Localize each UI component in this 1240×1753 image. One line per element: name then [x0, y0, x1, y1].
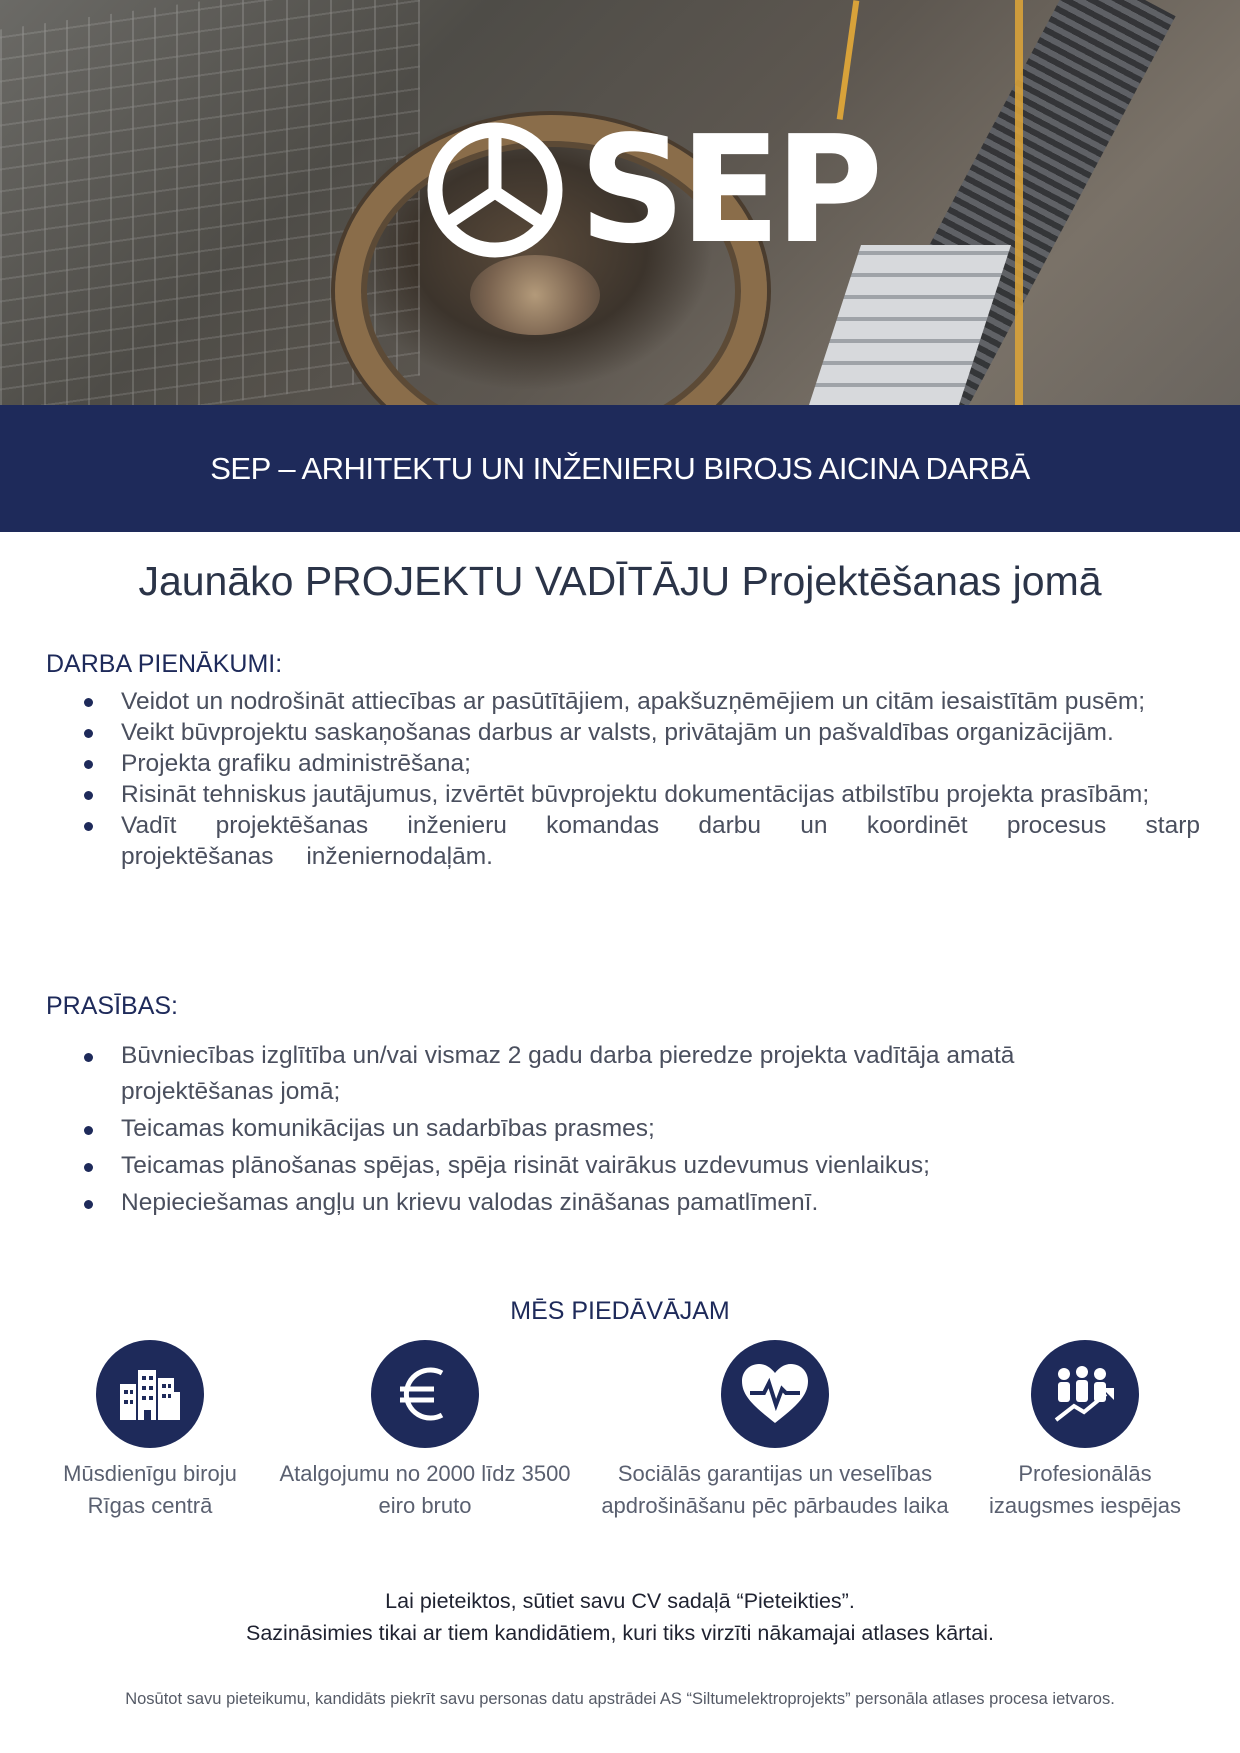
list-item: Nepieciešamas angļu un krievu valodas zināšanas pamatlīmenī. [78, 1185, 1078, 1221]
duties-heading: DARBA PIENĀKUMI: [46, 650, 283, 678]
job-title: Jaunāko PROJEKTU VADĪTĀJU Projektēšanas jomā [138, 558, 1102, 604]
offer-item-office [40, 1340, 260, 1522]
logo-text: SEP [579, 104, 878, 276]
hero-crane-arm [837, 0, 860, 120]
sep-logo-icon [425, 120, 565, 260]
offer-item-salary [270, 1340, 580, 1522]
apply-line-2: Sazināsimies tikai ar tiem kandidātiem, kuri tiks virzīti nākamajai atlases kārtai. [246, 1621, 994, 1645]
list-item: Veikt būvprojektu saskaņošanas darbus ar valsts, privātajām un pašvaldības organizācijām. [78, 717, 1200, 748]
apply-line-1: Lai pieteiktos, sūtiet savu CV sadaļā “Pieteikties”. [385, 1589, 855, 1613]
privacy-footer: Nosūtot savu pieteikumu, kandidāts piekrīt savu personas datu apstrādei AS “Siltumelektroprojekts” personāla atlases procesa ietvaros. [125, 1690, 1115, 1708]
euro-icon [371, 1340, 479, 1448]
requirements-list [78, 1038, 1078, 1222]
offer-item-line2: Rīgas centrā [87, 1493, 213, 1518]
duties-list [78, 686, 1200, 872]
hero-crane [1015, 0, 1023, 405]
list-item: Risināt tehniskus jautājumus, izvērtēt būvprojektu dokumentācijas atbilstību projekta prasībām; [78, 779, 1200, 810]
offer-item-insurance [590, 1340, 960, 1522]
apply-instructions [0, 1585, 1240, 1649]
offer-item-line2: apdrošināšanu pēc pārbaudes laika [601, 1493, 949, 1518]
offer-item-line1: Atalgojumu no 2000 līdz 3500 [279, 1461, 571, 1486]
offer-item-line2: izaugsmes iespējas [989, 1493, 1181, 1518]
offer-item-growth [970, 1340, 1200, 1522]
list-item: Veidot un nodrošināt attiecības ar pasūtītājiem, apakšuzņēmējiem un citām iesaistītām pusēm; [78, 686, 1200, 717]
header-banner [0, 405, 1240, 532]
hero-image [0, 0, 1240, 405]
offer-item-line1: Mūsdienīgu biroju [63, 1461, 237, 1486]
requirements-heading: PRASĪBAS: [46, 992, 178, 1020]
banner-title: SEP – ARHITEKTU UN INŽENIERU BIROJS AICINA DARBĀ [210, 450, 1030, 486]
list-item: Būvniecības izglītība un/vai vismaz 2 gadu darba pieredze projekta vadītāja amatā projektēšanas jomā; [78, 1038, 1078, 1110]
heart-pulse-icon [721, 1340, 829, 1448]
sep-logo [425, 104, 878, 276]
list-item: Teicamas komunikācijas un sadarbības prasmes; [78, 1111, 1078, 1147]
list-item: Vadīt projektēšanas inženieru komandas darbu un koordinēt procesus starp projektēšanas inženiernodaļām. [78, 810, 1200, 872]
list-item: Projekta grafiku administrēšana; [78, 748, 1200, 779]
growth-people-icon [1031, 1340, 1139, 1448]
offer-item-line1: Profesionālās [1018, 1461, 1152, 1486]
list-item: Teicamas plānošanas spējas, spēja risināt vairākus uzdevumus vienlaikus; [78, 1148, 1078, 1184]
offer-item-line1: Sociālās garantijas un veselības [617, 1461, 933, 1486]
office-buildings-icon [96, 1340, 204, 1448]
offer-heading: MĒS PIEDĀVĀJAM [510, 1297, 730, 1325]
offer-item-line2: eiro bruto [378, 1493, 472, 1518]
